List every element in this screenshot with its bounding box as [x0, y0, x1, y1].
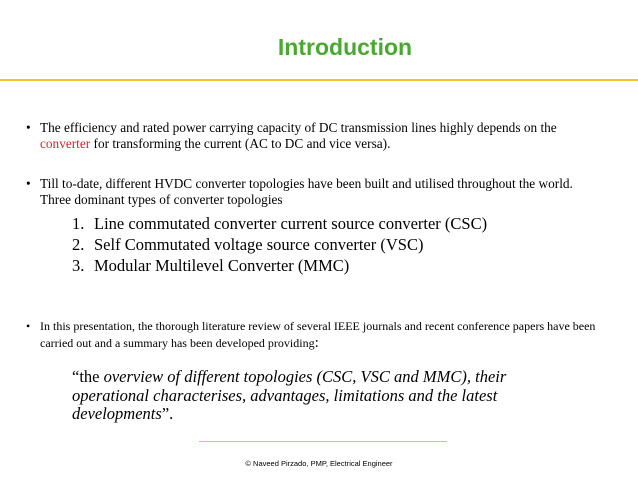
- bullet-presentation-text: In this presentation, the thorough literature review of several IEEE journals and recent conference papers have been carried out and a summary has been developed providing: [40, 319, 596, 350]
- bullet-topologies-text: Till to-date, different HVDC converter topologies have been built and utilised throughout the world. Three dominant types of converter topologies: [40, 176, 573, 207]
- bullet-marker: •: [26, 176, 31, 191]
- list-number: 3.: [72, 256, 85, 275]
- bullet-marker: •: [26, 120, 31, 135]
- summary-quote: [72, 368, 572, 424]
- bullet-topologies: [26, 176, 600, 208]
- quote-close: ”.: [161, 404, 174, 423]
- list-item: [72, 234, 592, 255]
- list-item-text: Self Commutated voltage source converter (VSC): [94, 235, 424, 254]
- footer-divider: [199, 441, 447, 442]
- quote-open: “the: [72, 367, 104, 386]
- quote-italic-text: overview of different topologies (CSC, VSC and MMC), their operational characterises, advantages, limitations and the latest developments: [72, 367, 507, 423]
- list-item: [72, 255, 592, 276]
- list-number: 2.: [72, 235, 85, 254]
- bullet-efficiency-text-start: The efficiency and rated power carrying capacity of DC transmission lines highly depends on the: [40, 120, 557, 135]
- bullet-efficiency-text-end: for transforming the current (AC to DC and vice versa).: [90, 136, 391, 151]
- topology-list: [72, 213, 592, 276]
- list-item-text: Line commutated converter current source converter (CSC): [94, 214, 488, 233]
- bullet-marker: •: [26, 319, 31, 333]
- list-item: [72, 213, 592, 234]
- footer-credit: © Naveed Pirzado, PMP, Electrical Engineer: [245, 459, 393, 468]
- bullet-efficiency: [26, 120, 600, 152]
- list-item-text: Modular Multilevel Converter (MMC): [94, 256, 350, 275]
- slide-title: Introduction: [277, 34, 413, 60]
- title-divider: [0, 79, 638, 81]
- list-number: 1.: [72, 214, 85, 233]
- converter-highlight: converter: [40, 136, 91, 151]
- bullet-presentation-colon: :: [314, 335, 319, 351]
- bullet-presentation: [26, 318, 600, 352]
